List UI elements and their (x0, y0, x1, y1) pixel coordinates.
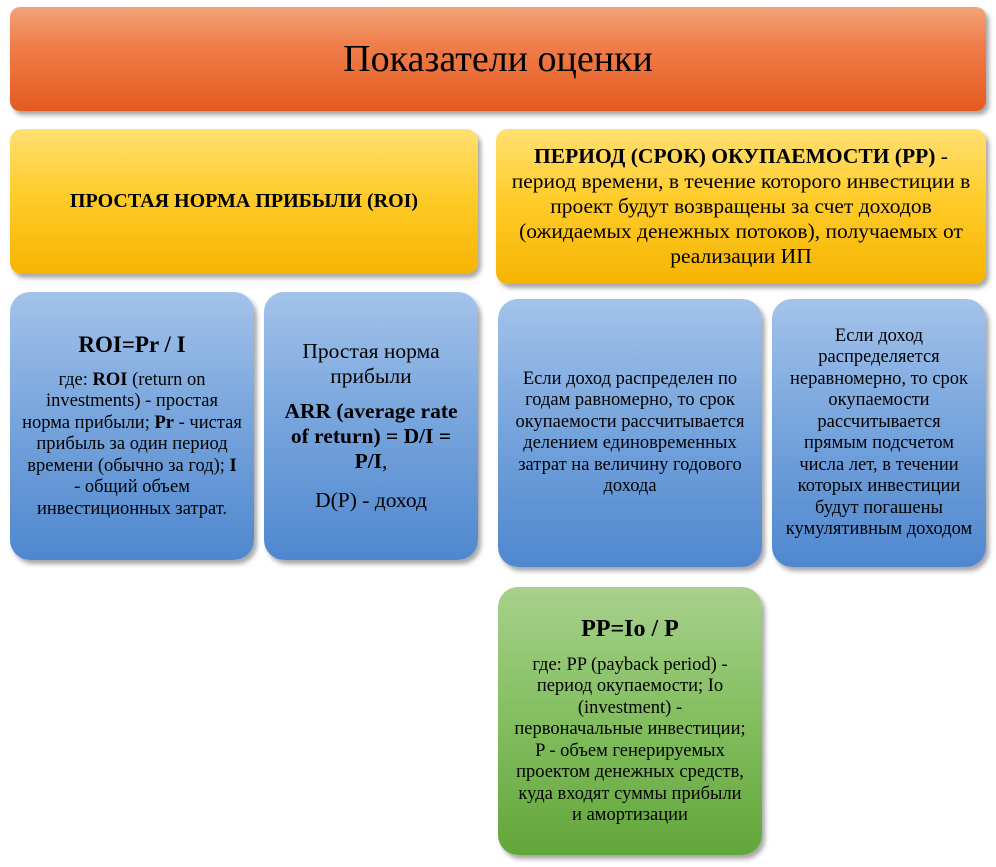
pp-heading-text: - период времени, в течение которого инвестиции в проект будут возвращены за счет доходов (ожидаемых денежных потоков), получаемых от реализации ИП (511, 144, 971, 268)
i-term: I (229, 455, 237, 476)
roi-heading-box (10, 129, 478, 274)
roi-def-text: (return on investments) - простая норма прибыли; (22, 369, 219, 433)
pp-heading (510, 144, 972, 269)
pp-uneven-income-text: Если доход распределяется неравномерно, то срок окупаемости рассчитывается прямым подсчетом числа лет, в течении которых инвестиции будут погашены кумулятивным доходом (785, 325, 973, 539)
roi-definition (22, 370, 242, 521)
pp-formula: PP=Io / P (581, 615, 679, 642)
pp-even-income-text: Если доход распределен по годам равномерно, то срок окупаемости рассчитывается делением единовременных затрат на величину годового дохода (515, 368, 745, 496)
pr-def-text: - чистая прибыль за один период времени (обычно за год); (27, 412, 242, 476)
roi-formula: ROI=Pr / I (78, 331, 186, 357)
roi-def-intro: где: (58, 369, 93, 390)
arr-formula: ARR (average rate of return) = D/I = P/I (284, 399, 458, 473)
pp-even-income-box (498, 299, 762, 567)
roi-formula-box (10, 292, 254, 560)
title-box (10, 7, 986, 111)
arr-comma: , (382, 449, 388, 473)
arr-formula-line (278, 399, 464, 474)
arr-note: D(P) - доход (315, 488, 427, 512)
arr-label: Простая норма прибыли (302, 339, 440, 388)
pp-formula-box (498, 587, 762, 855)
roi-term: ROI (92, 369, 128, 390)
page-title: Показатели оценки (343, 38, 653, 80)
roi-heading: ПРОСТАЯ НОРМА ПРИБЫЛИ (ROI) (69, 190, 419, 212)
arr-box (264, 292, 478, 560)
pp-formula-description: где: PP (payback period) - период окупаемости; Io (investment) - первоначальные инвестиции; P - объем генерируемых проектом денежных средств, куда входят суммы прибыли и амортизации (514, 654, 746, 825)
i-def-text: - общий объем инвестиционных затрат. (36, 477, 228, 519)
pp-heading-bold: ПЕРИОД (СРОК) ОКУПАЕМОСТИ (PP) (534, 144, 936, 168)
pp-uneven-income-box (772, 299, 986, 567)
pp-heading-box (496, 129, 986, 284)
pr-term: Pr (154, 412, 174, 433)
